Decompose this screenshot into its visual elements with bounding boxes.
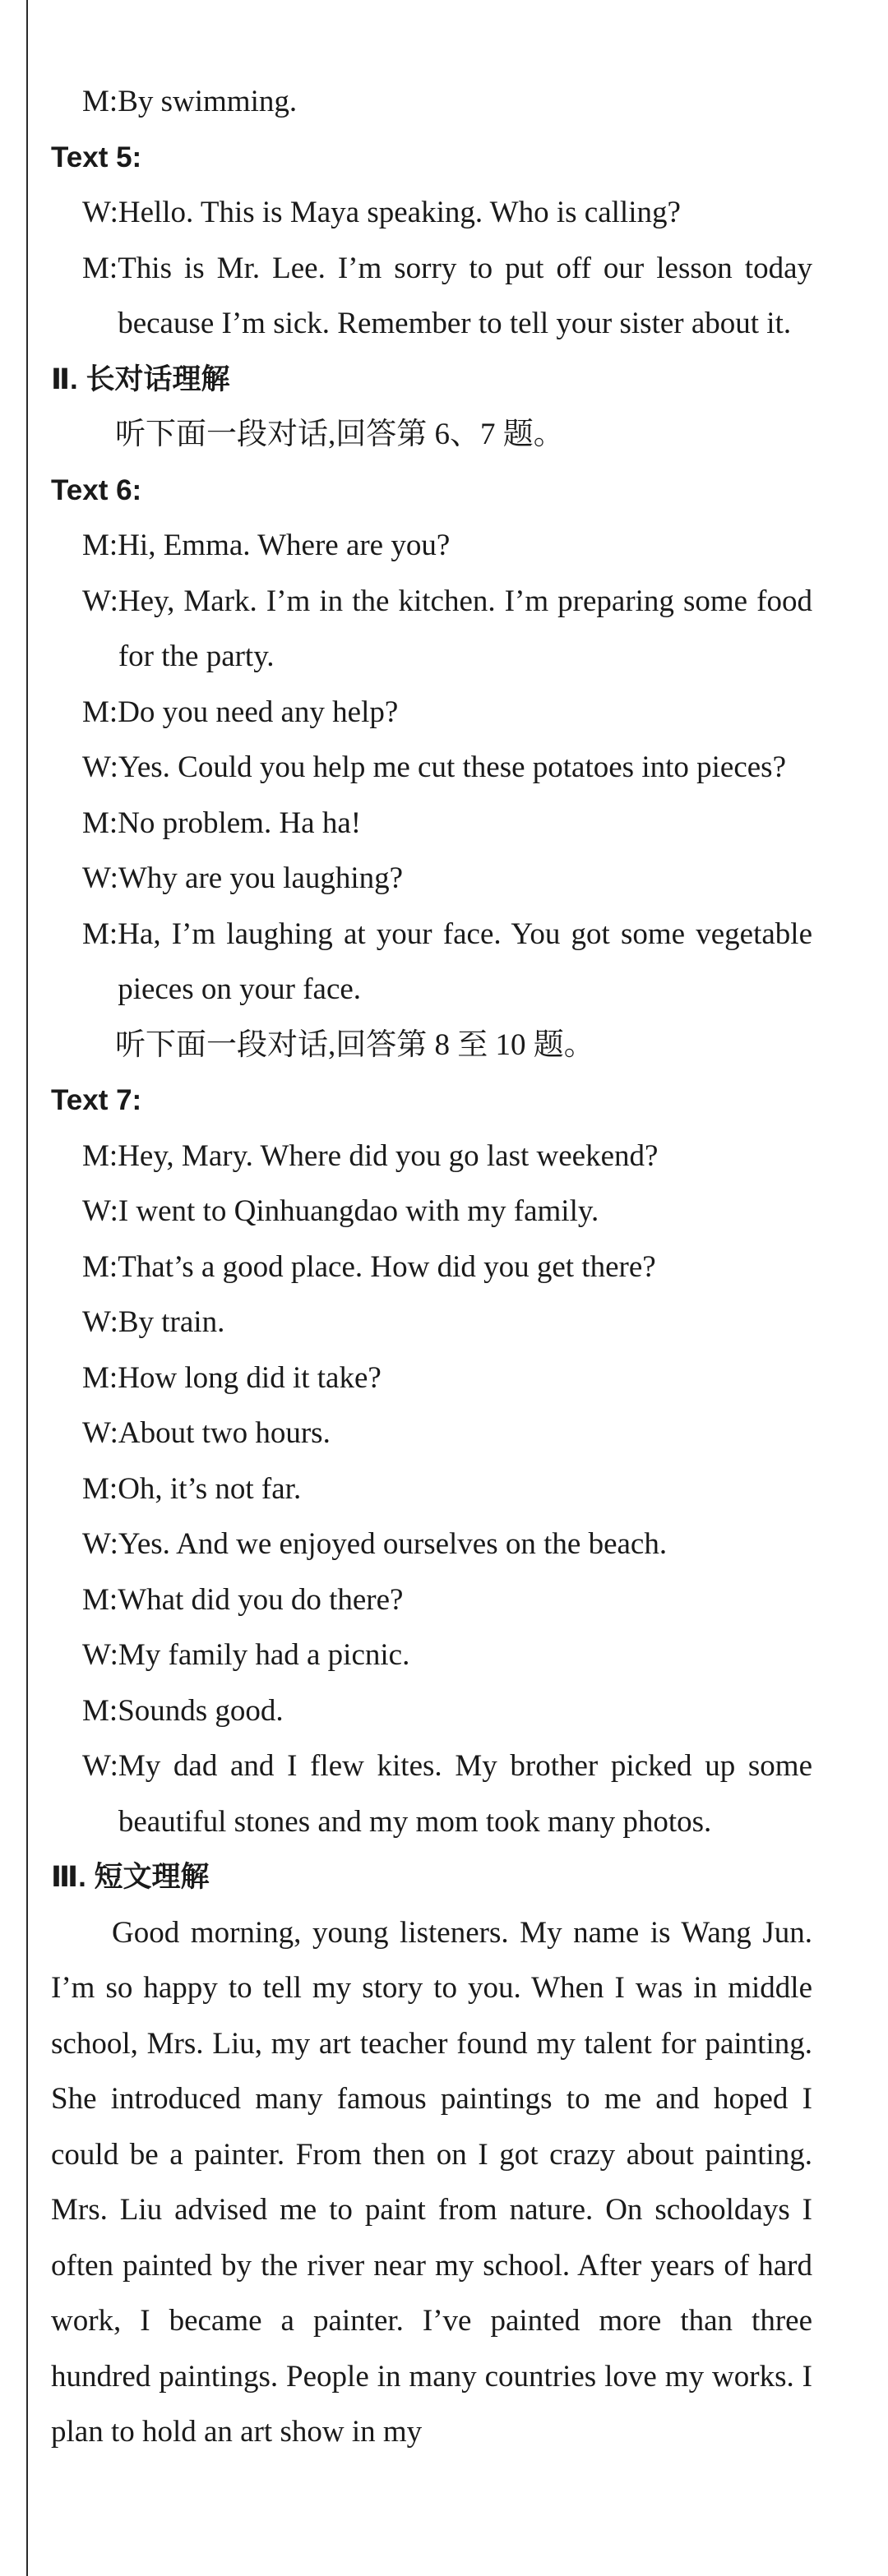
section-title: Ⅲ. 短文理解 — [51, 1861, 210, 1893]
dialogue-line — [51, 1406, 812, 1461]
speaker-label: W: — [82, 750, 118, 784]
dialogue-text: How long did it take? — [118, 1360, 382, 1395]
dialogue-text: No problem. Ha ha! — [118, 806, 362, 840]
dialogue-line — [51, 740, 812, 796]
dialogue-line — [51, 1461, 812, 1517]
speaker-label: M: — [82, 529, 118, 562]
dialogue-line — [51, 1572, 812, 1628]
passage-paragraph: Good morning, young listeners. My name is Wang Jun. I’m so happy to tell my story to you. When I was in middle school, Mrs. Liu, my art teacher found my talent for painting. She introduced many famous paintings to me and hoped I could be a painter. From then on I got crazy about painting. Mrs. Liu advised me to paint from nature. On schooldays I often painted by the river near my school. After years of hard work, I became a painter. I’ve painted more than three hundred paintings. People in many countries love my works. I plan to hold an art show in my — [51, 1915, 812, 2449]
dialogue-line — [51, 518, 812, 574]
dialogue-line — [51, 241, 812, 352]
dialogue-text: Sounds good. — [118, 1693, 284, 1728]
dialogue-text: Ha, I’m laughing at your face. You got some vegetable pieces on your face. — [118, 916, 812, 1006]
dialogue-text: Hey, Mark. I’m in the kitchen. I’m preparing some food for the party. — [118, 584, 812, 673]
dialogue-line — [51, 1184, 812, 1240]
section-title: Ⅱ. 长对话理解 — [51, 362, 230, 395]
speaker-label: M: — [82, 251, 118, 285]
margin-rule — [26, 0, 28, 2576]
dialogue-text: Yes. Could you help me cut these potatoes into pieces? — [118, 750, 787, 784]
dialogue-text: My dad and I flew kites. My brother picked up some beautiful stones and my mom took many photos. — [118, 1749, 812, 1839]
dialogue-text: Hello. This is Maya speaking. Who is calling? — [118, 196, 681, 229]
speaker-label: M: — [82, 1582, 118, 1617]
dialogue-text: This is Mr. Lee. I’m sorry to put off our lesson today because I’m sick. Remember to tell your sister about it. — [118, 251, 812, 340]
dialogue-text: By train. — [118, 1305, 225, 1339]
speaker-label: W: — [82, 1638, 118, 1672]
speaker-label: M: — [82, 85, 118, 118]
dialogue-text: Yes. And we enjoyed ourselves on the beach. — [118, 1527, 668, 1561]
dialogue-text: I went to Qinhuangdao with my family. — [118, 1194, 599, 1228]
dialogue-text: Hi, Emma. Where are you? — [118, 529, 451, 562]
dialogue-line — [51, 185, 812, 241]
speaker-label: M: — [82, 1693, 118, 1728]
dialogue-line — [51, 1627, 812, 1683]
speaker-label: M: — [82, 1138, 118, 1173]
speaker-label: W: — [82, 584, 118, 618]
dialogue-line — [51, 1738, 812, 1849]
dialogue-text: Do you need any help? — [118, 695, 399, 729]
document-page — [51, 74, 812, 2460]
speaker-label: M: — [82, 1360, 118, 1395]
text-heading: Text 5: — [51, 141, 142, 173]
dialogue-text: Why are you laughing? — [118, 861, 404, 895]
speaker-label: M: — [82, 1471, 118, 1506]
dialogue-line — [51, 851, 812, 907]
dialogue-line — [51, 1683, 812, 1739]
dialogue-line — [51, 574, 812, 685]
speaker-label: W: — [82, 196, 118, 229]
dialogue-line — [51, 796, 812, 852]
dialogue-line — [51, 907, 812, 1018]
instruction: 听下面一段对话,回答第 6、7 题。 — [115, 418, 564, 451]
text-heading: Text 6: — [51, 473, 142, 506]
dialogue-text: About two hours. — [118, 1416, 331, 1450]
dialogue-text: What did you do there? — [118, 1582, 404, 1617]
dialogue-text: By swimming. — [118, 85, 298, 118]
dialogue-text: Hey, Mary. Where did you go last weekend? — [118, 1138, 659, 1173]
dialogue-line — [51, 1350, 812, 1406]
speaker-label: M: — [82, 695, 118, 729]
dialogue-line — [51, 1517, 812, 1572]
speaker-label: W: — [82, 1527, 118, 1561]
speaker-label: M: — [82, 806, 118, 840]
dialogue-text: Oh, it’s not far. — [118, 1471, 302, 1506]
dialogue-line — [51, 685, 812, 741]
dialogue-line — [51, 1129, 812, 1184]
speaker-label: M: — [82, 1249, 118, 1284]
speaker-label: W: — [82, 1194, 118, 1228]
dialogue-line — [51, 1240, 812, 1295]
text-heading: Text 7: — [51, 1084, 142, 1116]
dialogue-line — [51, 74, 812, 130]
speaker-label: W: — [82, 1305, 118, 1339]
instruction: 听下面一段对话,回答第 8 至 10 题。 — [115, 1027, 594, 1062]
dialogue-text: My family had a picnic. — [118, 1638, 410, 1672]
speaker-label: M: — [82, 916, 118, 951]
speaker-label: W: — [82, 1416, 118, 1450]
speaker-label: W: — [82, 861, 118, 895]
speaker-label: W: — [82, 1749, 118, 1783]
dialogue-text: That’s a good place. How did you get there? — [118, 1249, 656, 1284]
dialogue-line — [51, 1295, 812, 1350]
